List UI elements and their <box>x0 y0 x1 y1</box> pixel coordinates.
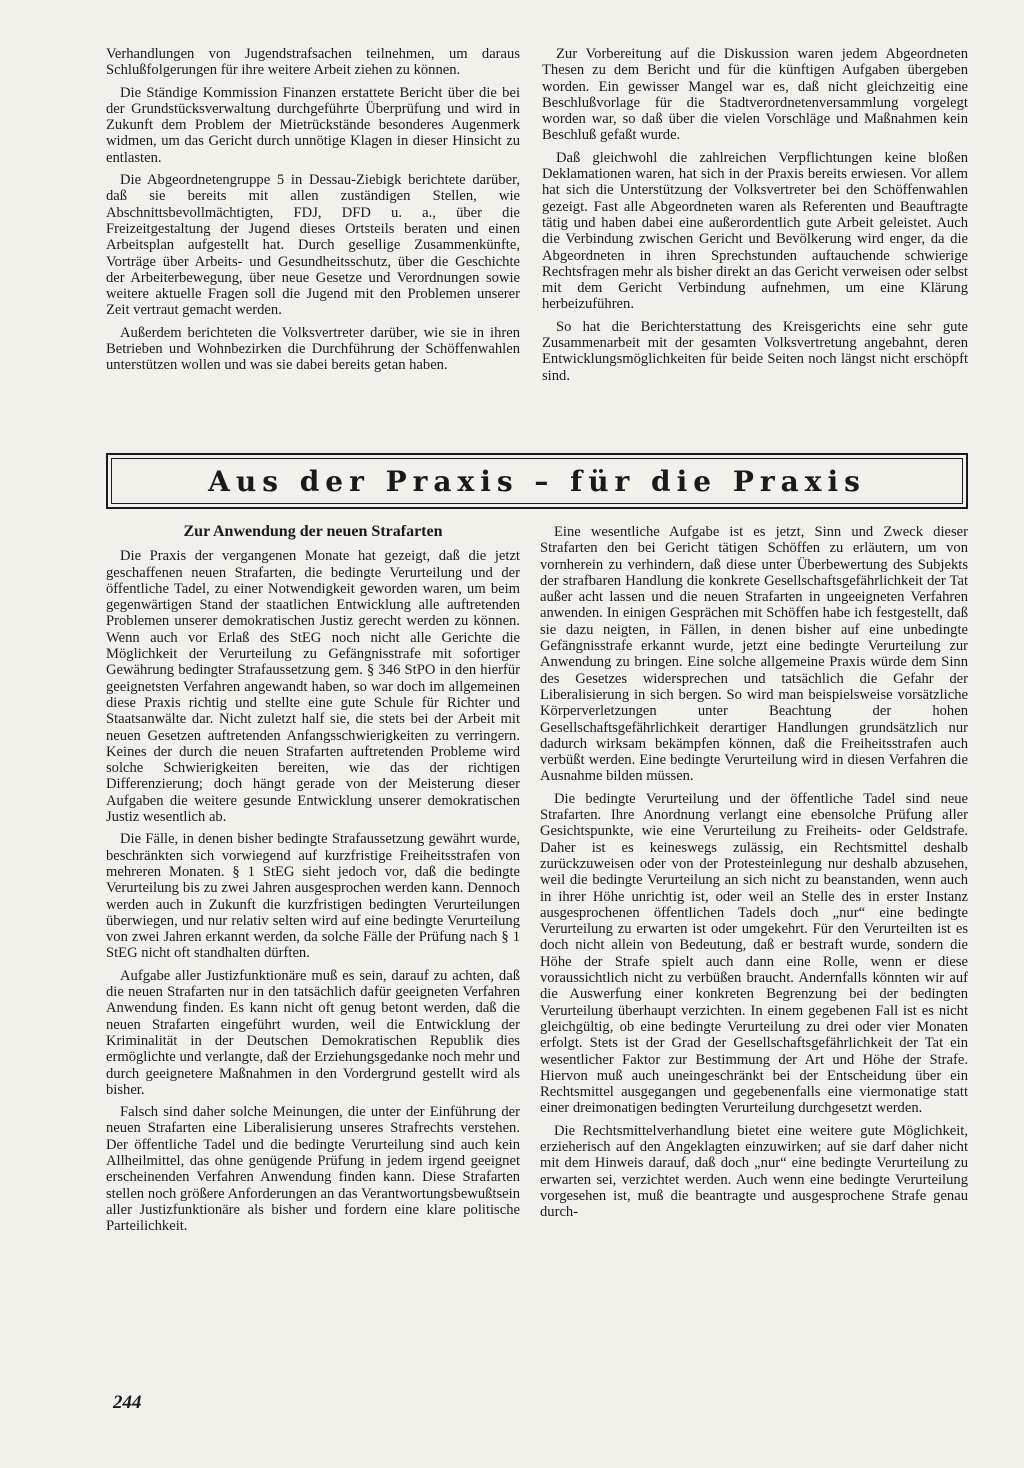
paragraph: Eine wesentliche Aufgabe ist es jetzt, Sinn und Zweck dieser Strafarten den bei Gericht tätigen Schöffen zu erläutern, um von vornherein zu verhindern, daß diese unter Überbewertung des Subjekts der strafbaren Handlung die konkrete Gesellschaftsgefährlichkeit der Tat außer acht lassen und die neuen Strafarten in ungeeigneten Verfahren anwenden. In einigen Gesprächen mit Schöffen habe ich festgestellt, daß sie dazu neigten, in Fällen, in denen bisher auf eine unbedingte Gefängnisstrafe erkannt wurde, jetzt eine bedingte Verurteilung zur Anwendung zu bringen. Eine solche allgemeine Praxis würde dem Sinn des Gesetzes widersprechen und tatsächlich die Gefahr der Liberalisierung in sich bergen. So wird man beispielsweise vorsätzliche Körperverletzungen unter Beachtung der hohen Gesellschaftsgefährlichkeit derartiger Handlungen grundsätzlich nur dadurch wirksam bekämpfen können, daß die Freiheitsstrafen auch verbüßt werden. Eine bedingte Verurteilung wird in diesen Verfahren die Ausnahme bilden müssen. <box>540 524 968 785</box>
paragraph: Aufgabe aller Justizfunktionäre muß es sein, darauf zu achten, daß die neuen Strafarten nur in den tatsächlich dafür geeigneten Verfahren Anwendung finden. Es kann nicht oft genug betont werden, daß die neuen Strafarten eingeführt wurden, weil die Entwicklung der Kriminalität in der Deutschen Demokratischen Republik dies ermöglichte und verlangte, daß der Erziehungsgedanke noch mehr und durch geeignetere Maßnahmen in den Vordergrund gestellt wird als bisher. <box>106 967 520 1098</box>
paragraph: Die Rechtsmittelverhandlung bietet eine weitere gute Möglichkeit, erzieherisch auf den Angeklagten einzuwirken; auf sie darf daher nicht mit dem Hinweis darauf, daß doch „nur“ eine bedingte Verurteilung zu erwarten sei, verzichtet werden. Auch wenn eine bedingte Verurteilung vorgesehen ist, muß die beantragte und ausgesprochene Strafe genau durch- <box>540 1122 968 1221</box>
paragraph: Die Ständige Kommission Finanzen erstattete Bericht über die bei der Grundstücksverwaltung durchgeführte Überprüfung und wird in Zukunft dem Problem der Mietrückstände besonderes Augenmerk widmen, um das Gericht durch unnötige Klagen in dieser Hinsicht zu entlasten. <box>106 84 520 166</box>
paragraph: Verhandlungen von Jugendstrafsachen teilnehmen, um daraus Schlußfolgerungen für ihre weitere Arbeit ziehen zu können. <box>106 46 520 79</box>
article-title: Zur Anwendung der neuen Strafarten <box>183 523 443 540</box>
paragraph: Falsch sind daher solche Meinungen, die unter der Einführung der neuen Strafarten eine Liberalisierung unseres Strafrechts verstehen. Der öffentliche Tadel und die bedingte Verurteilung sind auch kein Allheilmittel, das ohne genügende Prüfung in jedem irgend geeignet erscheinenden Verfahren Anwendung finden kann. Diese Strafarten stellen noch größere Anforderungen an das Verantwortungsbewußtsein aller Justizfunktionäre als bisher und fordern eine klare politische Parteilichkeit. <box>106 1104 520 1235</box>
section-banner-frame <box>111 458 963 504</box>
paragraph: Außerdem berichteten die Volksvertreter darüber, wie sie in ihren Betrieben und Wohnbezirken die Durchführung der Schöffenwahlen unterstützen wollen und was sie dabei bereits getan haben. <box>106 324 520 374</box>
paragraph: Die Fälle, in denen bisher bedingte Strafaussetzung gewährt wurde, beschränkten sich vorwiegend auf kurzfristige Freiheitsstrafen von mehreren Monaten. § 1 StEG sieht jedoch vor, daß die bedingte Verurteilung bis zu zwei Jahren ausgesprochen werden kann. Dennoch werden auch in Zukunft die kurzfristigen bedingten Verurteilungen überwiegen, und nur relativ selten wird auf eine bedingte Verurteilung von zwei Jahren erkannt werden, da solche Fälle der Prüfung nach § 1 StEG nicht oft standhalten dürften. <box>106 831 520 962</box>
article-right-column <box>540 524 968 1226</box>
paragraph: Daß gleichwohl die zahlreichen Verpflichtungen keine bloßen Deklamationen waren, hat sich in der Praxis bereits erwiesen. Vor allem hat sich die Unterstützung der Volksvertreter bei den Schöffenwahlen gezeigt. Fast alle Abgeordneten waren als Referenten und Beauftragte tätig und haben dabei eine außerordentlich gute Arbeit geleistet. Auch die Verbindung zwischen Gericht und Bevölkerung wird enger, da die Abgeordneten in ihren Sprechstunden auftauchende schwierige Rechtsfragen mehr als bisher direkt an das Gericht verweisen oder selbst mit dem Gericht Verbindung aufnehmen, um eine Klärung herbeizuführen. <box>542 149 968 313</box>
paragraph: So hat die Berichterstattung des Kreisgerichts eine sehr gute Zusammenarbeit mit der gesamten Volksvertretung angebahnt, deren Entwicklungsmöglichkeiten für beide Seiten noch längst nicht erschöpft sind. <box>542 318 968 384</box>
paragraph: Zur Vorbereitung auf die Diskussion waren jedem Abgeordneten Thesen zu dem Bericht und für die künftigen Aufgaben übergeben worden. Ein gewisser Mangel war es, daß nicht gleichzeitig eine Beschlußvorlage für die Stadtverordnetenversammlung vorgelegt worden war, so daß über die vielen Vorschläge und Maßnahmen kein Beschluß gefaßt wurde. <box>542 46 968 144</box>
section-banner-title: Aus der Praxis – für die Praxis <box>208 464 866 498</box>
paragraph: Die Praxis der vergangenen Monate hat gezeigt, daß die jetzt geschaffenen neuen Strafarten, die bedingte Verurteilung und der öffentliche Tadel, zu einer Notwendigkeit geworden waren, um beim gegenwärtigen Stand der staatlichen Entwicklung alle auftretenden Problemen unserer demokratischen Justiz gerecht werden zu können. Wenn auch vor Erlaß des StEG noch nicht alle Gerichte die Möglichkeit der Verurteilung zu Gefängnisstrafe mit sofortiger Gewährung bedingter Strafaussetzung gem. § 346 StPO in den hierfür geeignetsten Verfahren angewandt haben, so war doch im allgemeinen diese Praxis richtig und stellte eine gute Schule für Richter und Staatsanwälte dar. Nicht zuletzt half sie, die stets bei der Arbeit mit neuen Gesetzen auftretenden Anfangsschwierigkeiten zu verringern. Keines der durch die neuen Strafarten auftretenden Probleme wird solche Schwierigkeiten bereiten, wie das der richtigen Differenzierung; doch hängt gerade von der Meisterung dieser Aufgaben die weitere gesunde Entwicklung unserer demokratischen Justiz wesentlich ab. <box>106 548 520 826</box>
paragraph: Die Abgeordnetengruppe 5 in Dessau-Ziebigk berichtete darüber, daß sie bereits mit allen zuständigen Stellen, wie Abschnittsbevollmächtigten, FDJ, DFD u. a., über die Freizeitgestaltung der Jugend dieses Ortsteils beraten und einen Arbeitsplan aufgestellt hat. Durch gesellige Zusammenkünfte, Vorträge über Arbeits- und Gesundheitsschutz, über die Geschichte der Arbeiterbewegung, über neue Gesetze und Verordnungen sowie weitere aktuelle Fragen soll die Jugend mit den Problemen unserer Zeit vertraut gemacht werden. <box>106 172 520 319</box>
section-banner <box>106 453 968 509</box>
top-right-column <box>542 46 968 390</box>
top-left-column <box>106 46 520 380</box>
article-left-column <box>106 524 520 1240</box>
page-number: 244 <box>113 1392 142 1413</box>
paragraph: Die bedingte Verurteilung und der öffentliche Tadel sind neue Strafarten. Ihre Anordnung verlangt eine ebensolche Prüfung aller Gesichtspunkte, wie eine Verurteilung zu Freiheits- oder Geldstrafe. Daher ist es keineswegs zulässig, ein Rechtsmittel deshalb zurückzuweisen oder von der Protesteinlegung nur deshalb abzusehen, weil die bedingte Verurteilung an sich nicht zu beanstanden, wenn auch in ihrer Höhe unrichtig ist, oder weil an Stelle des in erster Instanz ausgesprochenen öffentlichen Tadels doch „nur“ eine bedingte Verurteilung zu erwarten ist oder umgekehrt. Für den Verurteilten ist es doch nicht allein von Bedeutung, daß er bestraft wurde, sondern die Höhe der Strafe spielt auch dann eine Rolle, wenn er diese voraussichtlich nicht zu verbüßen braucht. Andernfalls könnten wir auf die Auswerfung einer konkreten Begrenzung bei der bedingten Verurteilung überhaupt verzichten. In einem gegebenen Fall ist es nicht gleichgültig, ob eine bedingte Verurteilung zu drei oder vier Monaten erfolgt. Stets ist der Grad der Gesellschaftsgefährlichkeit der Tat ein wesentlicher Faktor zur Bestimmung der Art und Höhe der Strafe. Hiervon muß auch uneingeschränkt bei der Entscheidung über ein Rechtsmittel ausgegangen und gegebenenfalls eine viermonatige statt einer dreimonatigen bedingten Verurteilung durchgesetzt werden. <box>540 790 968 1117</box>
